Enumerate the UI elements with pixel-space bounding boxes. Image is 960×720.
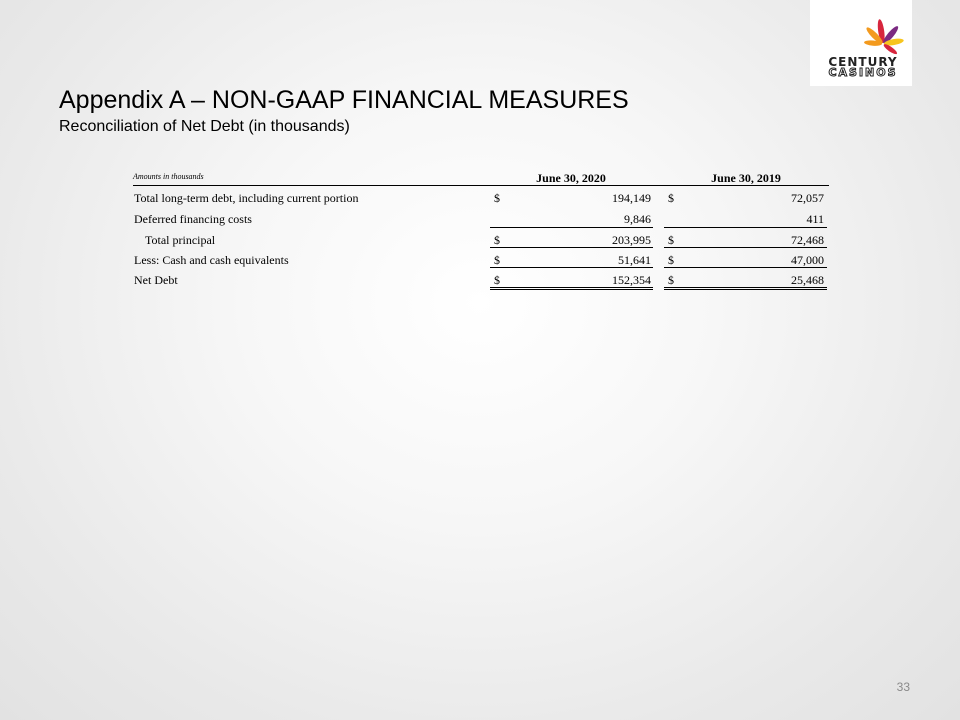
dollar-sign: $ — [494, 253, 500, 267]
total-double-rule — [664, 287, 827, 290]
value-2020: 203,995 — [612, 233, 651, 247]
subtotal-rule — [664, 247, 827, 248]
header-rule — [133, 185, 829, 186]
row-label: Deferred financing costs — [134, 212, 252, 226]
value-2020: 194,149 — [612, 191, 651, 205]
value-2020: 152,354 — [612, 273, 651, 287]
table-note: Amounts in thousands — [133, 172, 204, 181]
total-double-rule — [490, 287, 653, 290]
subtotal-rule — [490, 227, 653, 228]
row-label: Less: Cash and cash equivalents — [134, 253, 289, 267]
starburst-icon — [810, 0, 912, 60]
value-2019: 72,468 — [791, 233, 824, 247]
logo-text-century: CENTURY — [828, 55, 898, 69]
row-label: Total long-term debt, including current portion — [134, 191, 359, 205]
value-2019: 72,057 — [791, 191, 824, 205]
value-2020: 51,641 — [618, 253, 651, 267]
page-number: 33 — [896, 680, 910, 694]
slide-subtitle: Reconciliation of Net Debt (in thousands) — [59, 118, 350, 135]
dollar-sign: $ — [668, 191, 674, 205]
column-header-2020: June 30, 2020 — [536, 171, 606, 185]
subtotal-rule — [664, 227, 827, 228]
logo-text-casinos: CASINOS — [828, 66, 898, 79]
subtotal-rule — [490, 267, 653, 268]
value-2019: 47,000 — [791, 253, 824, 267]
slide-title: Appendix A – NON-GAAP FINANCIAL MEASURES — [59, 86, 629, 114]
company-logo — [810, 0, 912, 86]
dollar-sign: $ — [668, 253, 674, 267]
net-debt-table — [131, 170, 829, 292]
subtotal-rule — [490, 247, 653, 248]
dollar-sign: $ — [668, 233, 674, 247]
column-header-2019: June 30, 2019 — [711, 171, 781, 185]
subtotal-rule — [664, 267, 827, 268]
dollar-sign: $ — [494, 191, 500, 205]
dollar-sign: $ — [494, 273, 500, 287]
row-label: Net Debt — [134, 273, 178, 287]
row-label: Total principal — [145, 233, 216, 247]
value-2020: 9,846 — [624, 212, 651, 226]
value-2019: 411 — [806, 212, 824, 226]
dollar-sign: $ — [668, 273, 674, 287]
dollar-sign: $ — [494, 233, 500, 247]
value-2019: 25,468 — [791, 273, 824, 287]
